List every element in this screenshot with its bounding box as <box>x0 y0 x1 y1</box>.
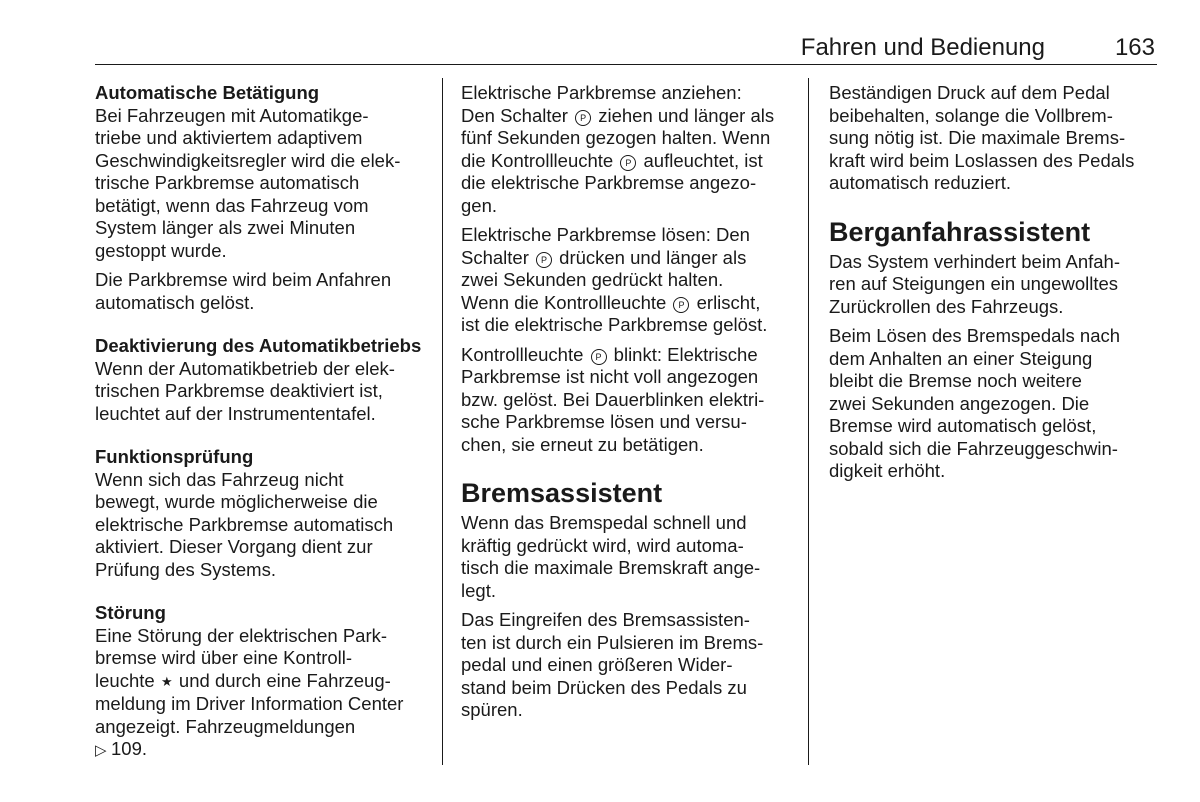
subheading: Deaktivierung des Automatikbetriebs <box>95 335 422 356</box>
text-line: gen. <box>461 194 498 216</box>
text-line: fünf Sekunden gezogen halten. Wenn <box>461 127 771 148</box>
text-fragment: Schalter <box>461 246 535 268</box>
text-line: bleibt die Bremse noch weitere <box>829 370 1082 391</box>
text-line: Bei Fahrzeugen mit Automatikge- <box>95 104 369 126</box>
text-line: automatisch reduziert. <box>829 172 1012 193</box>
column-right <box>829 82 1159 483</box>
section-heading-bremsassistent: Bremsassistent <box>461 478 663 508</box>
text-line: sobald sich die Fahrzeuggeschwin- <box>829 437 1118 459</box>
paragraph <box>461 344 796 457</box>
text-line: beibehalten, solange die Vollbrem- <box>829 104 1113 126</box>
text-line: gestoppt wurde. <box>95 239 227 261</box>
text-line: dem Anhalten an einer Steigung <box>829 347 1093 369</box>
text-fragment: ziehen und länger als <box>593 104 775 126</box>
text-line <box>461 150 796 173</box>
paragraph <box>461 512 796 602</box>
section-heading-berganfahrassistent: Berganfahrassistent <box>829 216 1091 247</box>
text-line: ist die elektrische Parkbremse gelöst. <box>461 314 768 335</box>
column-left <box>95 82 435 763</box>
text-line: zwei Sekunden gedrückt halten. <box>461 269 724 290</box>
column-middle <box>461 82 796 722</box>
text-line: bzw. gelöst. Bei Dauerblinken elektri- <box>461 388 765 410</box>
text-line: angezeigt. Fahrzeugmeldungen <box>95 715 356 737</box>
subheading: Automatische Betätigung <box>95 82 320 103</box>
text-line: triebe und aktiviertem adaptivem <box>95 127 363 148</box>
text-line: Parkbremse ist nicht voll angezogen <box>461 366 759 387</box>
paragraph <box>461 224 796 337</box>
page-number: 163 <box>1114 34 1155 61</box>
text-line: die elektrische Parkbremse angezo- <box>461 172 757 193</box>
text-line: Prüfung des Systems. <box>95 558 276 580</box>
text-line: pedal und einen größeren Wider- <box>461 654 733 675</box>
text-line: legt. <box>461 579 496 601</box>
text-line: kräftig gedrückt wird, wird automa- <box>461 534 744 556</box>
text-line: Bremse wird automatisch gelöst, <box>829 415 1097 436</box>
text-line: kraft wird beim Loslassen des Pedals <box>829 149 1135 171</box>
text-line: Beim Lösen des Bremspedals nach <box>829 325 1121 346</box>
text-line: chen, sie erneut zu betätigen. <box>461 433 704 455</box>
text-fragment: Den Schalter <box>461 104 574 126</box>
text-line: stand beim Drücken des Pedals zu <box>461 676 747 698</box>
text-line: meldung im Driver Information Center <box>95 693 404 714</box>
text-line: Wenn der Automatikbetrieb der elek- <box>95 357 395 379</box>
page-header <box>95 30 1157 65</box>
text-line: System länger als zwei Minuten <box>95 217 356 238</box>
text-line: bewegt, wurde möglicherweise die <box>95 491 378 512</box>
text-line: digkeit erhöht. <box>829 460 946 481</box>
text-line <box>461 105 796 128</box>
text-line: Zurückrollen des Fahrzeugs. <box>829 295 1064 317</box>
page-reference[interactable]: 109. <box>111 738 148 759</box>
subheading: Funktionsprüfung <box>95 446 254 467</box>
text-line: spüren. <box>461 699 523 720</box>
text-fragment: erlischt, <box>691 291 761 313</box>
paragraph <box>829 251 1159 319</box>
text-line: tisch die maximale Bremskraft ange- <box>461 557 761 578</box>
text-line: Wenn sich das Fahrzeug nicht <box>95 468 344 490</box>
text-fragment: die Kontrollleuchte <box>461 149 619 171</box>
section-deaktivierung <box>95 335 435 425</box>
text-line: bremse wird über eine Kontroll- <box>95 647 353 668</box>
text-line: leuchtet auf der Instrumententafel. <box>95 402 376 424</box>
section-stoerung <box>95 602 435 763</box>
text-line: Eine Störung der elektrischen Park- <box>95 624 388 646</box>
column-divider-left <box>442 78 443 765</box>
text-line: ren auf Steigungen ein ungewolltes <box>829 273 1119 294</box>
text-fragment: aufleuchtet, ist <box>638 149 763 171</box>
header-title: Fahren und Bedienung <box>800 34 1045 61</box>
text-fragment: und durch eine Fahrzeug- <box>173 669 391 691</box>
text-fragment: leuchte <box>95 669 160 691</box>
paragraph <box>461 82 796 217</box>
column-divider-right <box>808 78 809 765</box>
text-line <box>461 292 796 315</box>
section-funktionspruefung <box>95 446 435 581</box>
text-line: Elektrische Parkbremse anziehen: <box>461 82 742 103</box>
text-line <box>461 247 796 270</box>
text-line <box>95 670 435 694</box>
text-line: zwei Sekunden angezogen. Die <box>829 392 1090 414</box>
text-line <box>95 738 435 763</box>
parking-brake-lamp-icon: P <box>673 297 689 313</box>
text-line: Elektrische Parkbremse lösen: Den <box>461 224 750 245</box>
paragraph <box>829 82 1159 195</box>
text-line <box>461 344 796 367</box>
text-fragment: Wenn die Kontrollleuchte <box>461 291 672 313</box>
parking-brake-lamp-icon: P <box>536 252 552 268</box>
text-line: sung nötig ist. Die maximale Brems- <box>829 127 1126 148</box>
brake-warning-icon: ★ <box>160 673 173 689</box>
subheading: Störung <box>95 602 166 623</box>
text-line: Beständigen Druck auf dem Pedal <box>829 82 1110 103</box>
paragraph <box>461 609 796 722</box>
page-reference-arrow-icon: ▷ <box>95 742 107 759</box>
paragraph <box>95 269 435 314</box>
text-line: Geschwindigkeitsregler wird die elek- <box>95 149 401 171</box>
text-fragment: Kontrollleuchte <box>461 343 589 365</box>
text-line: Das Eingreifen des Bremsassisten- <box>461 609 750 630</box>
parking-brake-lamp-icon: P <box>620 155 636 171</box>
text-line: trischen Parkbremse deaktiviert ist, <box>95 380 383 401</box>
text-line: automatisch gelöst. <box>95 291 255 313</box>
text-fragment: drücken und länger als <box>554 246 747 268</box>
text-line: betätigt, wenn das Fahrzeug vom <box>95 194 369 216</box>
parking-brake-lamp-icon: P <box>591 349 607 365</box>
paragraph <box>95 105 435 263</box>
text-line: ten ist durch ein Pulsieren im Brems- <box>461 631 764 653</box>
text-line: aktiviert. Dieser Vorgang dient zur <box>95 536 373 557</box>
text-line: sche Parkbremse lösen und versu- <box>461 411 747 432</box>
parking-brake-lamp-icon: P <box>575 110 591 126</box>
section-automatische-betaetigung <box>95 82 435 314</box>
text-fragment: blinkt: Elektrische <box>608 343 758 365</box>
text-line: elektrische Parkbremse automatisch <box>95 513 394 535</box>
text-line: Die Parkbremse wird beim Anfahren <box>95 269 392 290</box>
paragraph <box>829 325 1159 483</box>
text-line: Wenn das Bremspedal schnell und <box>461 512 747 533</box>
text-line: Das System verhindert beim Anfah- <box>829 250 1120 272</box>
text-line: trische Parkbremse automatisch <box>95 172 360 193</box>
